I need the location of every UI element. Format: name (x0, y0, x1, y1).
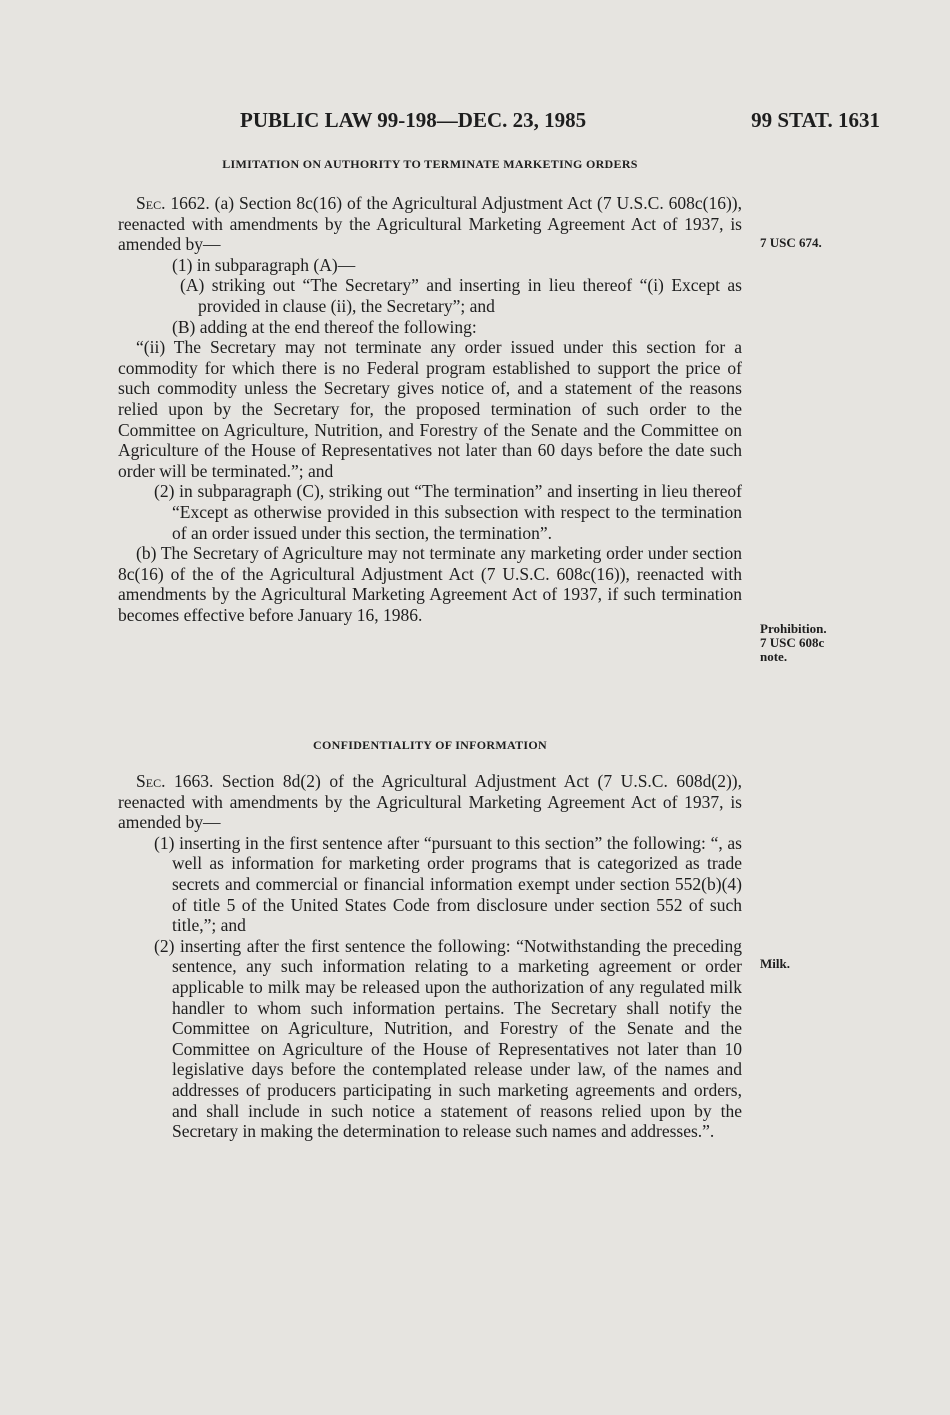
section-1663-intro: Sec. 1663. Section 8d(2) of the Agricultural Adjustment Act (7 U.S.C. 608d(2)), reenacted with amendments by the Agricultural Marketing Agreement Act of 1937, is amended by— (118, 771, 742, 833)
subparagraph-b: (B) adding at the end thereof the following: (172, 316, 477, 337)
subsection-b: (b) The Secretary of Agriculture may not terminate any marketing order under section 8c(16) of the of the Agricultural Adjustment Act (7 U.S.C. 608c(16)), reenacted with amendments by the Agricultural Marketing Agreement Act of 1937, if such termination becomes effective before January 16, 1986. (118, 543, 742, 625)
paragraph-1: (1) inserting in the first sentence after “pursuant to this section” the following: “, as well as information for marketing order programs that is categorized as trade secrets and commercial or financial information exempt under section 552(b)(4) of title 5 of the United States Code from disclosure under section 552 of such title,”; and (154, 832, 742, 936)
section-1663-heading: CONFIDENTIALITY OF INFORMATION (313, 738, 547, 752)
section-1662-heading: LIMITATION ON AUTHORITY TO TERMINATE MARKETING ORDERS (222, 157, 638, 171)
section-1663-body (118, 771, 742, 1142)
paragraph-2: (2) inserting after the first sentence the following: “Notwithstanding the preceding sentence, any such information relating to a marketing agreement or order applicable to milk may be released upon the authorization of any regulated milk handler to whom such information pertains. The Secretary shall notify the Committee on Agriculture, Nutrition, and Forestry of the Senate and the Committee on Agriculture of the House of Representatives not later than 10 legislative days before the contemplated release under law, of the names and addresses of producers participating in such marketing agreements and orders, and shall include in such notice a statement of reasons relied upon by the Secretary in making the determination to release such names and addresses.”. (154, 935, 742, 1142)
margin-note-milk: Milk. (760, 956, 790, 971)
section-1662-intro: Sec. 1662. (a) Section 8c(16) of the Agricultural Adjustment Act (7 U.S.C. 608c(16)), reenacted with amendments by the Agricultural Marketing Agreement Act of 1937, is amended by— (118, 193, 742, 255)
margin-note-usc674: 7 USC 674. (760, 235, 822, 250)
paragraph-1: (1) in subparagraph (A)— (172, 254, 356, 275)
margin-note-prohibition: Prohibition. 7 USC 608c note. (760, 621, 827, 664)
stat-page-number: 99 STAT. 1631 (751, 108, 880, 132)
paragraph-2: (2) in subparagraph (C), striking out “The termination” and inserting in lieu thereof “Except as otherwise provided in this subsection with respect to the termination of an order issued under this section, the termination”. (154, 481, 742, 543)
public-law-title: PUBLIC LAW 99-198—DEC. 23, 1985 (240, 108, 587, 132)
section-1662-body (118, 193, 742, 625)
quoted-clause-ii: “(ii) The Secretary may not terminate any order issued under this section for a commodity for which there is no Federal program established to support the price of such commodity unless the Secretary gives notice of, and a statement of the reasons relied upon by the Secretary for, the proposed termination of such order to the Committee on Agriculture, Nutrition, and Forestry of the Senate and the Committee on Agriculture of the House of Representatives not later than 60 days before the date such order will be terminated.”; and (118, 337, 742, 481)
subparagraph-a: (A) striking out “The Secretary” and inserting in lieu thereof “(i) Except as provided in clause (ii), the Secretary”; and (180, 275, 742, 316)
